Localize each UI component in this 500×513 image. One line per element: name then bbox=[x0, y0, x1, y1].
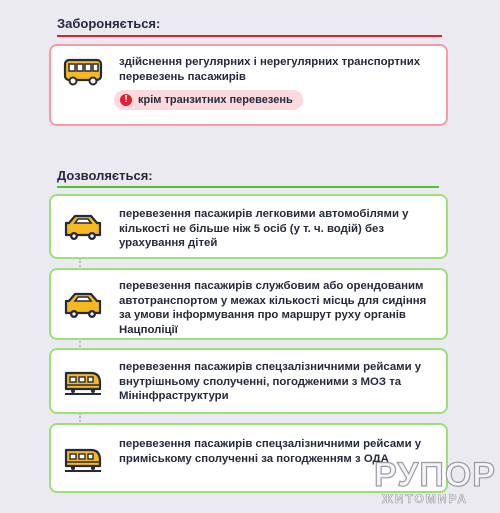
allowed-divider bbox=[57, 186, 439, 188]
exclamation-icon: ! bbox=[120, 94, 132, 106]
allowed-title: Дозволяється: bbox=[57, 168, 153, 183]
allowed-card bbox=[49, 194, 448, 259]
train-icon bbox=[63, 444, 103, 474]
exception-badge bbox=[114, 90, 303, 110]
rupor-logo bbox=[368, 452, 496, 510]
allowed-item-text: перевезення пасажирів спецзалізничними рейсами у приміському сполученні за погодженням з ОДА bbox=[119, 438, 422, 465]
allowed-card bbox=[49, 348, 448, 414]
exception-text: крім транзитних перевезень bbox=[138, 94, 293, 106]
allowed-item-text: перевезення пасажирів спецзалізничними рейсами у внутрішньому сполученні, погодженими з МОЗ та Мінінфраструктури bbox=[119, 361, 422, 402]
allowed-item-text: перевезення пасажирів службовим або орендованим автотранспортом у межах кількості місць для сидіння за умови інформування про маршрут руху органів Нацполіції bbox=[119, 280, 427, 336]
forbidden-divider bbox=[57, 35, 442, 37]
allowed-item-text: перевезення пасажирів легковими автомобілями у кількості не більше ніж 5 осіб (у т. ч. водій) без урахування дітей bbox=[119, 208, 409, 249]
train-icon bbox=[63, 367, 103, 397]
allowed-card bbox=[49, 268, 448, 340]
logo-title: РУПОР bbox=[374, 456, 496, 494]
car-icon bbox=[63, 291, 103, 321]
bus-icon bbox=[63, 56, 103, 86]
forbidden-card bbox=[49, 44, 448, 126]
car-icon bbox=[63, 213, 103, 243]
forbidden-item-text: здійснення регулярних і нерегулярних транспортних перевезень пасажирів bbox=[119, 56, 421, 83]
logo-subtitle: ЖИТОМИРА bbox=[382, 492, 469, 506]
forbidden-title: Забороняється: bbox=[57, 16, 161, 31]
